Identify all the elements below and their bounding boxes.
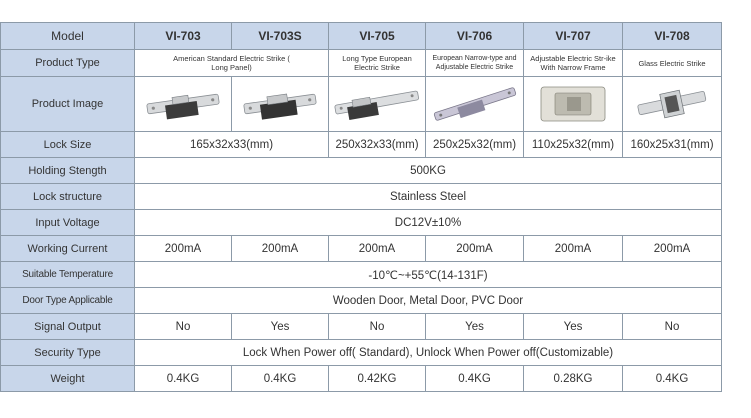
suitable-temperature-value: -10℃~+55℃(14-131F) [135, 262, 722, 288]
lock-size-vi705: 250x32x33(mm) [329, 132, 426, 158]
working-current-vi703: 200mA [135, 236, 232, 262]
signal-output-vi705: No [329, 314, 426, 340]
lock-size-vi707: 110x25x32(mm) [524, 132, 623, 158]
weight-vi707: 0.28KG [524, 366, 623, 392]
electric-strike-vi703-image [135, 77, 232, 132]
product-type-vi703: American Standard Electric Strike ( Long Panel) [135, 50, 329, 77]
product-type-row [1, 50, 722, 77]
signal-output-vi707: Yes [524, 314, 623, 340]
electric-strike-vi703s-image [232, 77, 329, 132]
header-row [1, 23, 722, 50]
product-image-row [1, 77, 722, 132]
weight-vi703s: 0.4KG [232, 366, 329, 392]
product-type-label: Product Type [1, 50, 135, 77]
working-current-label: Working Current [1, 236, 135, 262]
signal-output-vi703: No [135, 314, 232, 340]
door-type-row [1, 288, 722, 314]
lock-size-label: Lock Size [1, 132, 135, 158]
working-current-vi705: 200mA [329, 236, 426, 262]
security-type-value: Lock When Power off( Standard), Unlock When Power off(Customizable) [135, 340, 722, 366]
suitable-temperature-row [1, 262, 722, 288]
signal-output-label: Signal Output [1, 314, 135, 340]
signal-output-vi703s: Yes [232, 314, 329, 340]
model-vi705: VI-705 [329, 23, 426, 50]
holding-strength-row [1, 158, 722, 184]
lock-structure-row [1, 184, 722, 210]
electric-strike-vi707-image [524, 77, 623, 132]
weight-vi708: 0.4KG [623, 366, 722, 392]
product-type-vi707: Adjustable Electric Str-ike With Narrow Frame [524, 50, 623, 77]
model-vi708: VI-708 [623, 23, 722, 50]
security-type-label: Security Type [1, 340, 135, 366]
working-current-vi706: 200mA [426, 236, 524, 262]
weight-label: Weight [1, 366, 135, 392]
weight-vi705: 0.42KG [329, 366, 426, 392]
security-type-row [1, 340, 722, 366]
working-current-vi708: 200mA [623, 236, 722, 262]
working-current-vi703s: 200mA [232, 236, 329, 262]
input-voltage-label: Input Voltage [1, 210, 135, 236]
lock-structure-label: Lock structure [1, 184, 135, 210]
weight-vi706: 0.4KG [426, 366, 524, 392]
model-vi706: VI-706 [426, 23, 524, 50]
working-current-row [1, 236, 722, 262]
door-type-label: Door Type Applicable [1, 288, 135, 314]
electric-strike-vi706-image [426, 77, 524, 132]
electric-strike-vi705-image [329, 77, 426, 132]
signal-output-vi706: Yes [426, 314, 524, 340]
input-voltage-row [1, 210, 722, 236]
weight-vi703: 0.4KG [135, 366, 232, 392]
spec-table [0, 22, 722, 392]
door-type-value: Wooden Door, Metal Door, PVC Door [135, 288, 722, 314]
holding-strength-value: 500KG [135, 158, 722, 184]
model-vi703s: VI-703S [232, 23, 329, 50]
signal-output-row [1, 314, 722, 340]
suitable-temperature-label: Suitable Temperature [1, 262, 135, 288]
electric-strike-vi708-image [623, 77, 722, 132]
model-vi707: VI-707 [524, 23, 623, 50]
lock-structure-value: Stainless Steel [135, 184, 722, 210]
model-vi703: VI-703 [135, 23, 232, 50]
product-image-label: Product Image [1, 77, 135, 132]
lock-size-vi706: 250x25x32(mm) [426, 132, 524, 158]
lock-size-vi703: 165x32x33(mm) [135, 132, 329, 158]
product-type-vi708: Glass Electric Strike [623, 50, 722, 77]
product-type-vi706: European Narrow-type and Adjustable Electric Strike [426, 50, 524, 77]
signal-output-vi708: No [623, 314, 722, 340]
working-current-vi707: 200mA [524, 236, 623, 262]
holding-strength-label: Holding Stength [1, 158, 135, 184]
lock-size-row [1, 132, 722, 158]
input-voltage-value: DC12V±10% [135, 210, 722, 236]
weight-row [1, 366, 722, 392]
product-type-vi705: Long Type European Electric Strike [329, 50, 426, 77]
model-header: Model [1, 23, 135, 50]
lock-size-vi708: 160x25x31(mm) [623, 132, 722, 158]
